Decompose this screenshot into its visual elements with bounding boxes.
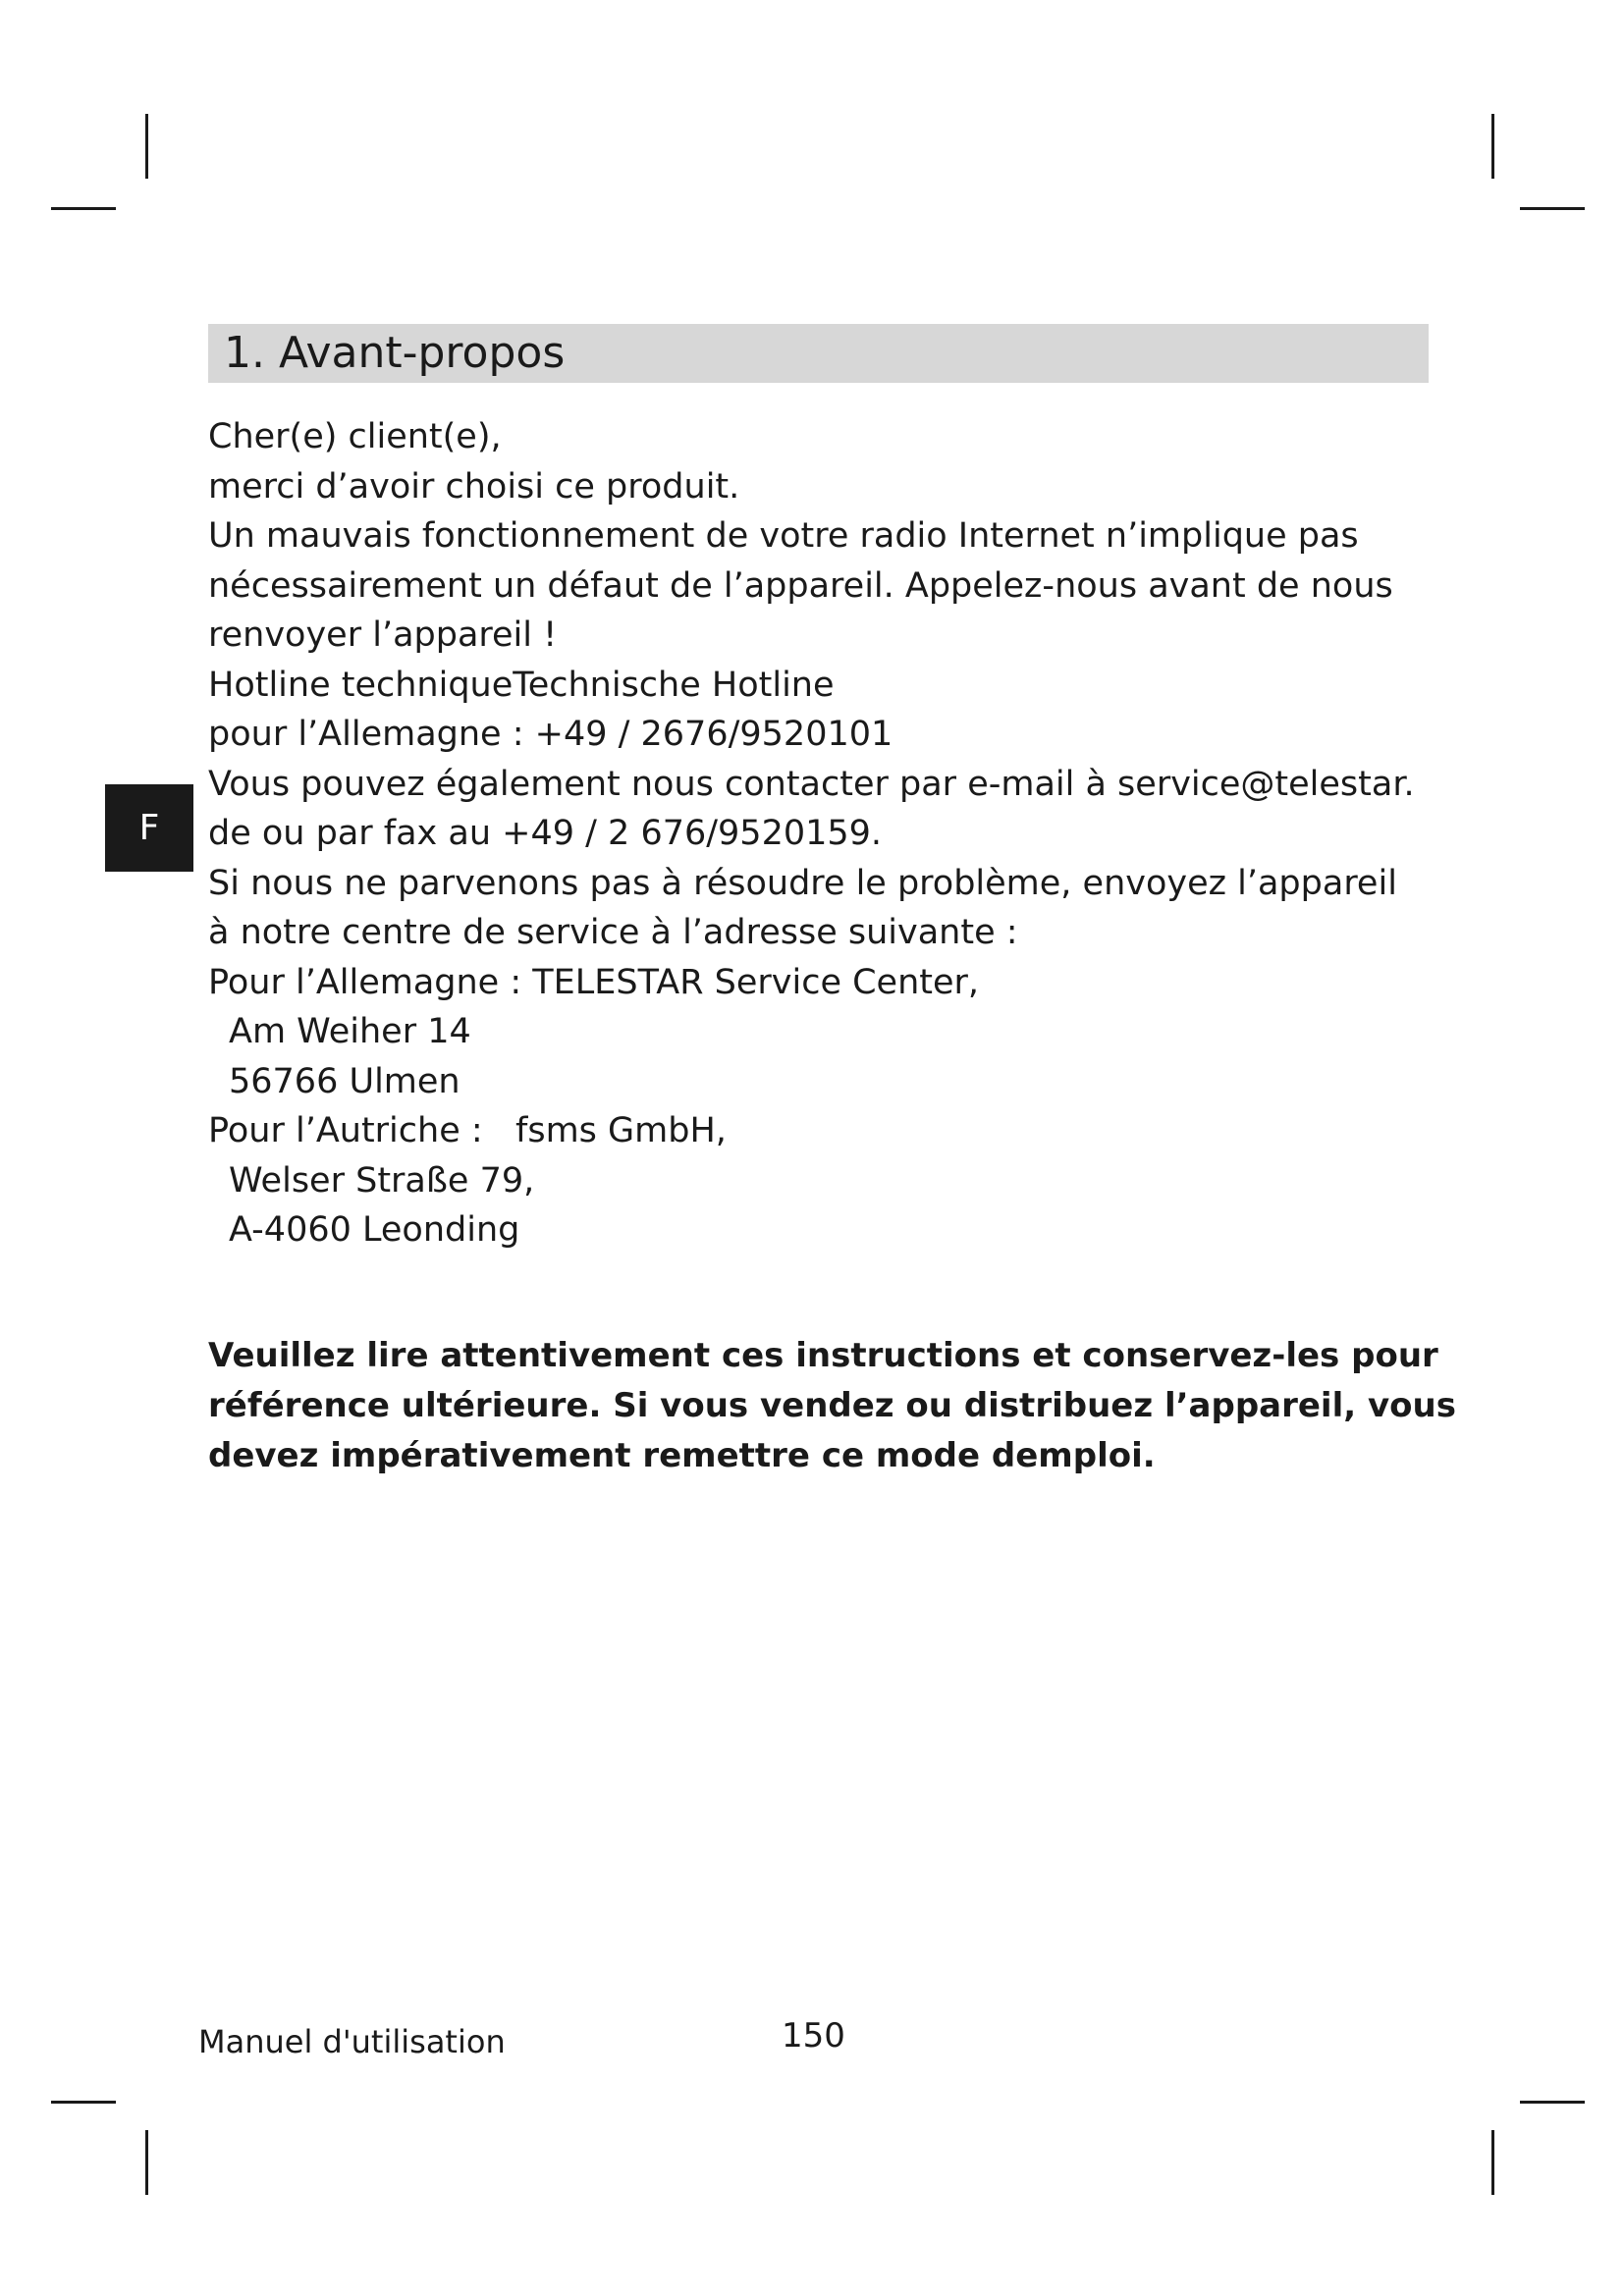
language-tab: F [105, 784, 193, 872]
malfunction-line-1: Un mauvais fonctionnement de votre radio Internet n’implique pas [208, 516, 1359, 556]
footer-manual-label: Manuel d'utilisation [198, 2023, 506, 2060]
contact-email-line: Vous pouvez également nous contacter par e-mail à service@telestar. [208, 764, 1415, 804]
address-austria-label: Pour l’Autriche : fsms GmbH, [208, 1111, 727, 1150]
crop-mark-bottom-right-vertical [1491, 2130, 1494, 2195]
malfunction-line-3: renvoyer l’appareil ! [208, 615, 558, 655]
greeting-line: Cher(e) client(e), [208, 417, 502, 456]
body-text [208, 412, 1445, 1255]
contact-fax-line: de ou par fax au +49 / 2 676/9520159. [208, 814, 883, 853]
notice-line-1: Veuillez lire attentivement ces instructions et conservez-les pour [208, 1336, 1438, 1375]
crop-mark-bottom-left-horizontal [51, 2101, 116, 2104]
section-title: 1. Avant-propos [224, 328, 566, 378]
address-austria-city: A-4060 Leonding [229, 1210, 520, 1250]
address-germany-city: 56766 Ulmen [229, 1061, 460, 1101]
hotline-label: Hotline techniqueTechnische Hotline [208, 665, 835, 705]
address-germany-street: Am Weiher 14 [229, 1012, 471, 1051]
page-number: 150 [782, 2016, 845, 2056]
hotline-number: pour l’Allemagne : +49 / 2676/9520101 [208, 715, 893, 754]
crop-mark-bottom-right-horizontal [1520, 2101, 1585, 2104]
crop-mark-top-right-vertical [1491, 114, 1494, 179]
read-instructions-notice [208, 1331, 1456, 1481]
crop-mark-top-left-vertical [145, 114, 148, 179]
crop-mark-top-right-horizontal [1520, 207, 1585, 210]
service-line-1: Si nous ne parvenons pas à résoudre le problème, envoyez l’appareil [208, 863, 1397, 903]
crop-mark-bottom-left-vertical [145, 2130, 148, 2195]
notice-line-2: référence ultérieure. Si vous vendez ou distribuez l’appareil, vous [208, 1386, 1456, 1425]
notice-line-3: devez impérativement remettre ce mode demploi. [208, 1436, 1156, 1475]
crop-mark-top-left-horizontal [51, 207, 116, 210]
section-header [208, 324, 1429, 383]
address-germany-label: Pour l’Allemagne : TELESTAR Service Center, [208, 962, 980, 1002]
address-austria-street: Welser Straße 79, [229, 1160, 535, 1201]
thanks-line: merci d’avoir choisi ce produit. [208, 466, 740, 507]
malfunction-line-2: nécessairement un défaut de l’appareil. Appelez-nous avant de nous [208, 565, 1393, 606]
service-line-2: à notre centre de service à l’adresse suivante : [208, 913, 1018, 952]
